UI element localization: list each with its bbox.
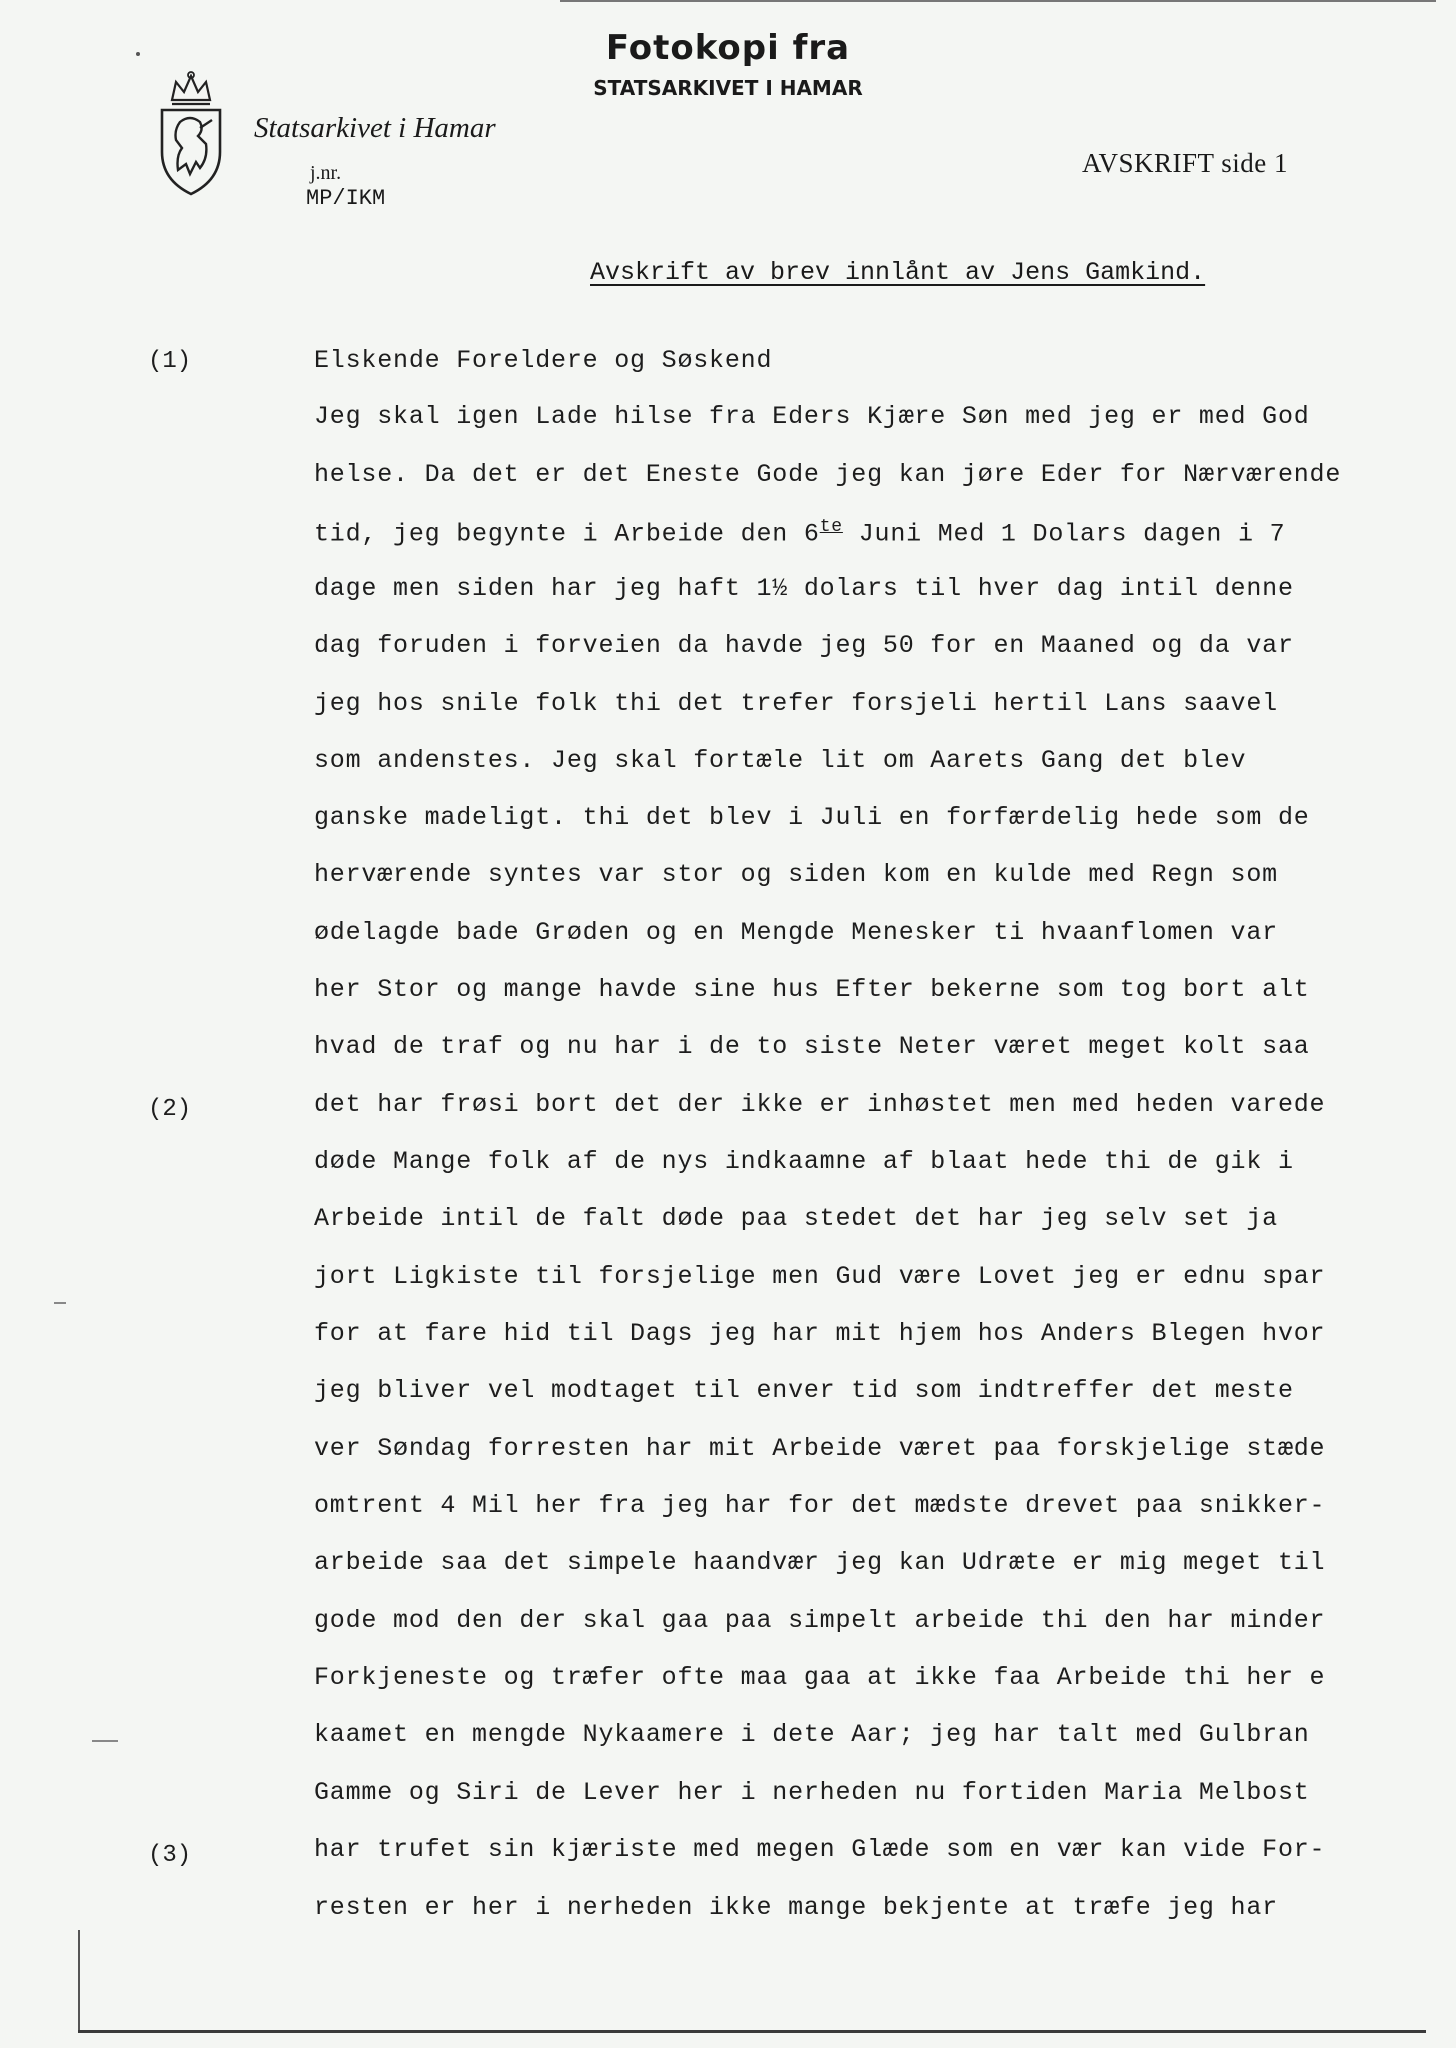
letter-line: hvad de traf og nu har i de to siste Neter været meget kolt saa xyxy=(314,1032,1310,1061)
scan-edge-left xyxy=(78,1930,80,2030)
ordinal-suffix: te xyxy=(819,517,843,537)
transcript-heading: Avskrift av brev innlånt av Jens Gamkind. xyxy=(590,258,1206,287)
scan-edge-top xyxy=(560,0,1436,2)
letter-line: arbeide saa det simpele haandvær jeg kan Udræte er mig meget til xyxy=(314,1548,1326,1577)
letter-line: Elskende Foreldere og Søskend xyxy=(314,346,773,375)
letter-line: omtrent 4 Mil her fra jeg har for det mædste drevet paa snikker- xyxy=(314,1491,1326,1520)
letter-line: jort Ligkiste til forsjelige men Gud være Lovet jeg er ednu spar xyxy=(314,1262,1326,1291)
letter-line: for at fare hid til Dags jeg har mit hjem hos Anders Blegen hvor xyxy=(314,1319,1326,1348)
letter-line: jeg bliver vel modtaget til enver tid som indtreffer det meste xyxy=(314,1376,1294,1405)
letter-line: her Stor og mange havde sine hus Efter bekerne som tog bort alt xyxy=(314,975,1310,1004)
letter-line-start: tid, jeg begynte i Arbeide den 6 xyxy=(314,519,820,549)
document-title: AVSKRIFT side 1 xyxy=(1082,148,1289,178)
letter-line: har trufet sin kjæriste med megen Glæde som en vær kan vide For- xyxy=(314,1835,1326,1864)
letter-line: Arbeide intil de falt døde paa stedet det har jeg selv set ja xyxy=(314,1204,1278,1233)
letter-line: kaamet en mengde Nykaamere i dete Aar; jeg har talt med Gulbran xyxy=(314,1720,1310,1749)
journal-number-label: j.nr. xyxy=(310,162,342,184)
letter-line: gode mod den der skal gaa paa simpelt arbeide thi den har minder xyxy=(314,1606,1326,1635)
reference-initials: MP/IKM xyxy=(306,186,386,211)
letter-line: ganske madeligt. thi det blev i Juli en forfærdelig hede som de xyxy=(314,803,1310,832)
paragraph-marker-1: (1) xyxy=(148,348,192,375)
scan-mark xyxy=(54,1302,66,1304)
paragraph-marker-2: (2) xyxy=(148,1096,192,1123)
letter-line: Gamme og Siri de Lever her i nerheden nu fortiden Maria Melbost xyxy=(314,1778,1310,1807)
letter-line: det har frøsi bort det der ikke er inhøstet men med heden varede xyxy=(314,1090,1326,1119)
scan-edge-bottom xyxy=(78,2030,1426,2033)
letter-line: herværende syntes var stor og siden kom en kulde med Regn som xyxy=(314,860,1278,889)
scan-speck xyxy=(136,52,140,56)
letter-line-end: Juni Med 1 Dolars dagen i 7 xyxy=(842,519,1286,549)
paragraph-marker-3: (3) xyxy=(148,1842,192,1869)
letter-line: Forkjeneste og træfer ofte maa gaa at ikke faa Arbeide thi her e xyxy=(314,1663,1326,1692)
letter-line: som andenstes. Jeg skal fortæle lit om Aarets Gang det blev xyxy=(314,746,1247,775)
letter-line: dag foruden i forveien da havde jeg 50 for en Maaned og da var xyxy=(314,631,1294,660)
norwegian-lion-crest-icon xyxy=(156,70,226,196)
letter-line: dage men siden har jeg haft 1½ dolars til hver dag intil denne xyxy=(314,574,1294,603)
copy-stamp-title: Fotokopi fra xyxy=(605,28,851,68)
letter-line: jeg hos snile folk thi det trefer forsjeli hertil Lans saavel xyxy=(314,689,1278,718)
letter-line: helse. Da det er det Eneste Gode jeg kan jøre Eder for Nærværende xyxy=(314,460,1342,489)
copy-stamp-subtitle: STATSARKIVET I HAMAR xyxy=(593,76,863,100)
archive-name: Statsarkivet i Hamar xyxy=(254,112,496,144)
letter-line xyxy=(314,517,1285,548)
scan-mark xyxy=(92,1740,118,1742)
letter-line: ver Søndag forresten har mit Arbeide været paa forskjelige stæde xyxy=(314,1434,1326,1463)
letter-line: Jeg skal igen Lade hilse fra Eders Kjære Søn med jeg er med God xyxy=(314,402,1310,431)
letter-line: døde Mange folk af de nys indkaamne af blaat hede thi de gik i xyxy=(314,1147,1294,1176)
letter-line: ødelagde bade Grøden og en Mengde Menesker ti hvaanflomen var xyxy=(314,918,1278,947)
letter-line: resten er her i nerheden ikke mange bekjente at træfe jeg har xyxy=(314,1893,1278,1922)
